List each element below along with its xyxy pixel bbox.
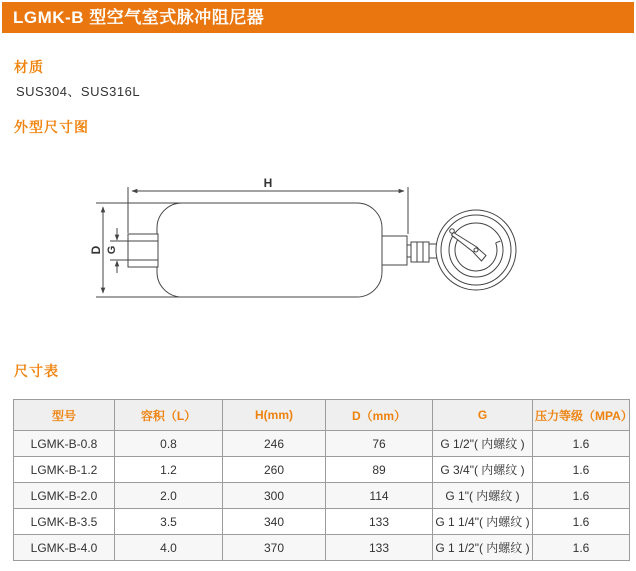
- dim-label-g: G: [105, 245, 118, 255]
- table-header-row: [14, 400, 630, 431]
- table-cell: 114: [326, 483, 433, 509]
- column-header: 型号: [14, 400, 115, 431]
- table-row: [14, 457, 630, 483]
- dim-label-d: D: [89, 245, 104, 255]
- column-header: 容积（L）: [115, 400, 223, 431]
- dimensions-table: [13, 399, 633, 561]
- column-header: G: [433, 400, 533, 431]
- table-cell: 300: [223, 483, 326, 509]
- table-cell: 133: [326, 535, 433, 561]
- table-cell: 260: [223, 457, 326, 483]
- table-cell: LGMK-B-3.5: [14, 509, 115, 535]
- gauge-pivot: [474, 248, 478, 252]
- vessel-body: [157, 203, 382, 297]
- table-cell: 370: [223, 535, 326, 561]
- table-cell: 133: [326, 509, 433, 535]
- table-cell: 1.6: [533, 457, 630, 483]
- materials-value: SUS304、SUS316L: [16, 84, 141, 99]
- column-header: 压力等级（MPA）: [533, 400, 630, 431]
- table-cell: G 3/4"( 内螺纹 ): [433, 457, 533, 483]
- gauge-connector-nut: [411, 242, 429, 262]
- drawing-heading: 外型尺寸图: [14, 119, 89, 135]
- table-cell: 1.6: [533, 509, 630, 535]
- table-body: [14, 431, 630, 561]
- table-row: [14, 535, 630, 561]
- table-cell: 1.6: [533, 431, 630, 457]
- table-cell: LGMK-B-4.0: [14, 535, 115, 561]
- page-title: LGMK-B 型空气室式脉冲阻尼器: [2, 2, 634, 33]
- outlet-neck: [382, 236, 407, 265]
- column-header: H(mm): [223, 400, 326, 431]
- table-cell: G 1"( 内螺纹 ): [433, 483, 533, 509]
- dimension-drawing: [75, 155, 535, 355]
- table-cell: 3.5: [115, 509, 223, 535]
- table-cell: 0.8: [115, 431, 223, 457]
- connector-stem: [407, 245, 411, 257]
- table-cell: G 1 1/2"( 内螺纹 ): [433, 535, 533, 561]
- materials-heading: 材质: [14, 59, 44, 75]
- table-row: [14, 509, 630, 535]
- table-cell: LGMK-B-0.8: [14, 431, 115, 457]
- table-cell: 4.0: [115, 535, 223, 561]
- table-cell: 246: [223, 431, 326, 457]
- table-cell: 76: [326, 431, 433, 457]
- dim-label-h: H: [263, 176, 273, 190]
- table-row: [14, 483, 630, 509]
- table-cell: 1.6: [533, 483, 630, 509]
- dimension-table-heading: 尺寸表: [14, 363, 59, 379]
- table-cell: G 1/2"( 内螺纹 ): [433, 431, 533, 457]
- table-cell: 2.0: [115, 483, 223, 509]
- table-row: [14, 431, 630, 457]
- table-cell: 340: [223, 509, 326, 535]
- column-header: D（mm）: [326, 400, 433, 431]
- table-cell: 1.2: [115, 457, 223, 483]
- table-cell: LGMK-B-1.2: [14, 457, 115, 483]
- table-cell: G 1 1/4"( 内螺纹 ): [433, 509, 533, 535]
- table-cell: LGMK-B-2.0: [14, 483, 115, 509]
- inlet-port: [128, 234, 158, 267]
- table-cell: 89: [326, 457, 433, 483]
- table-cell: 1.6: [533, 535, 630, 561]
